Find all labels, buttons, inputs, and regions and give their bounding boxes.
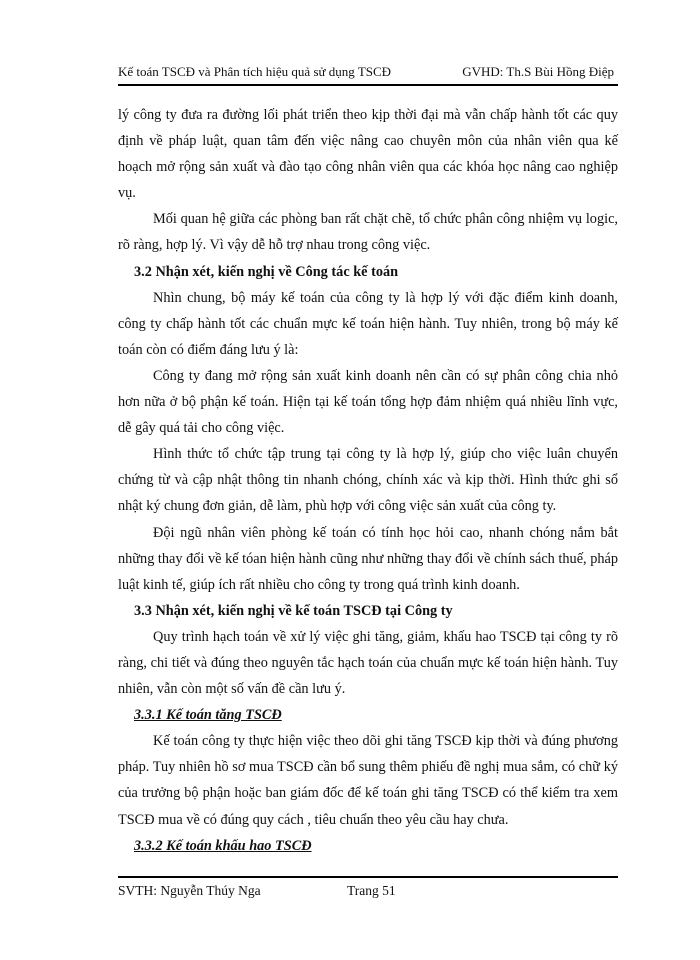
paragraph-6: Đội ngũ nhân viên phòng kế toán có tính học hỏi cao, nhanh chóng nắm bắt những thay đổi về kế tóan hiện hành cũng như những thay đổi về chính sách thuế, pháp luật kinh tế, giúp ích rất nhiều cho công ty trong quá trình kinh doanh.	[118, 524, 618, 593]
header-advisor: GVHD: Th.S Bùi Hồng Điệp	[462, 64, 614, 79]
paragraph-1: lý công ty đưa ra đường lối phát triển theo kịp thời đại mà vẫn chấp hành tốt các quy định về pháp luật, quan tâm đến việc nâng cao chuyên môn của nhân viên qua kế hoạch mở rộng sản xuất và đào tạo công nhân viên qua các khóa học nâng cao nghiệp vụ.	[118, 107, 618, 202]
heading-3-3: 3.3 Nhận xét, kiến nghị về kế toán TSCĐ tại Công ty	[134, 602, 453, 619]
heading-3-2: 3.2 Nhận xét, kiến nghị về Công tác kế toán	[134, 263, 399, 280]
page-footer	[118, 876, 618, 904]
page-body	[118, 102, 618, 859]
heading-3-3-1: 3.3.1 Kế toán tăng TSCĐ	[134, 707, 282, 724]
page-header	[118, 62, 618, 86]
page-number: Trang 51	[347, 883, 396, 898]
paragraph-8: Kế toán công ty thực hiện việc theo dõi ghi tăng TSCĐ kịp thời và đúng phương pháp. Tuy nhiên hồ sơ mua TSCĐ cần bổ sung thêm phiếu đề nghị mua sắm, có chữ ký của trưởng bộ phận hoặc ban giám đốc để kế toán ghi tăng TSCĐ có thể kiểm tra xem TSCĐ mua về có đúng quy cách , tiêu chuẩn theo yêu cầu hay chưa.	[118, 733, 618, 828]
paragraph-2: Mối quan hệ giữa các phòng ban rất chặt chẽ, tổ chức phân công nhiệm vụ logic, rõ ràng, hợp lý. Vì vậy dễ hỗ trợ nhau trong công việc.	[118, 211, 618, 254]
paragraph-7: Quy trình hạch toán về xử lý việc ghi tăng, giảm, khấu hao TSCĐ tại công ty rõ ràng, chi tiết và đúng theo nguyên tắc hạch toán của chuẩn mực kế toán hiện hành. Tuy nhiên, vẫn còn một số vấn đề cần lưu ý.	[118, 628, 618, 698]
heading-3-3-2: 3.3.2 Kế toán khấu hao TSCĐ	[134, 837, 312, 854]
footer-student: SVTH: Nguyễn Thúy Nga	[118, 883, 261, 898]
paragraph-4: Công ty đang mở rộng sản xuất kinh doanh nên cần có sự phân công chia nhỏ hơn nữa ở bộ phận kế toán. Hiện tại kế toán tổng hợp đảm nhiệm quá nhiều lĩnh vực, dễ gây quá tải cho công việc.	[118, 367, 618, 437]
paragraph-3: Nhìn chung, bộ máy kế toán của công ty là hợp lý với đặc điểm kinh doanh, công ty chấp hành tốt các chuẩn mực kế toán hiện hành. Tuy nhiên, trong bộ máy kế toán còn có điểm đáng lưu ý là:	[118, 289, 618, 358]
header-title: Kế toán TSCĐ và Phân tích hiệu quả sử dụng TSCĐ	[118, 64, 392, 79]
paragraph-5: Hình thức tổ chức tập trung tại công ty là hợp lý, giúp cho việc luân chuyển chứng từ và cập nhật thông tin nhanh chóng, chính xác và kịp thời. Hình thức ghi sổ nhật ký chung đơn giản, dễ làm, phù hợp với công việc sản xuất của công ty.	[118, 446, 618, 515]
